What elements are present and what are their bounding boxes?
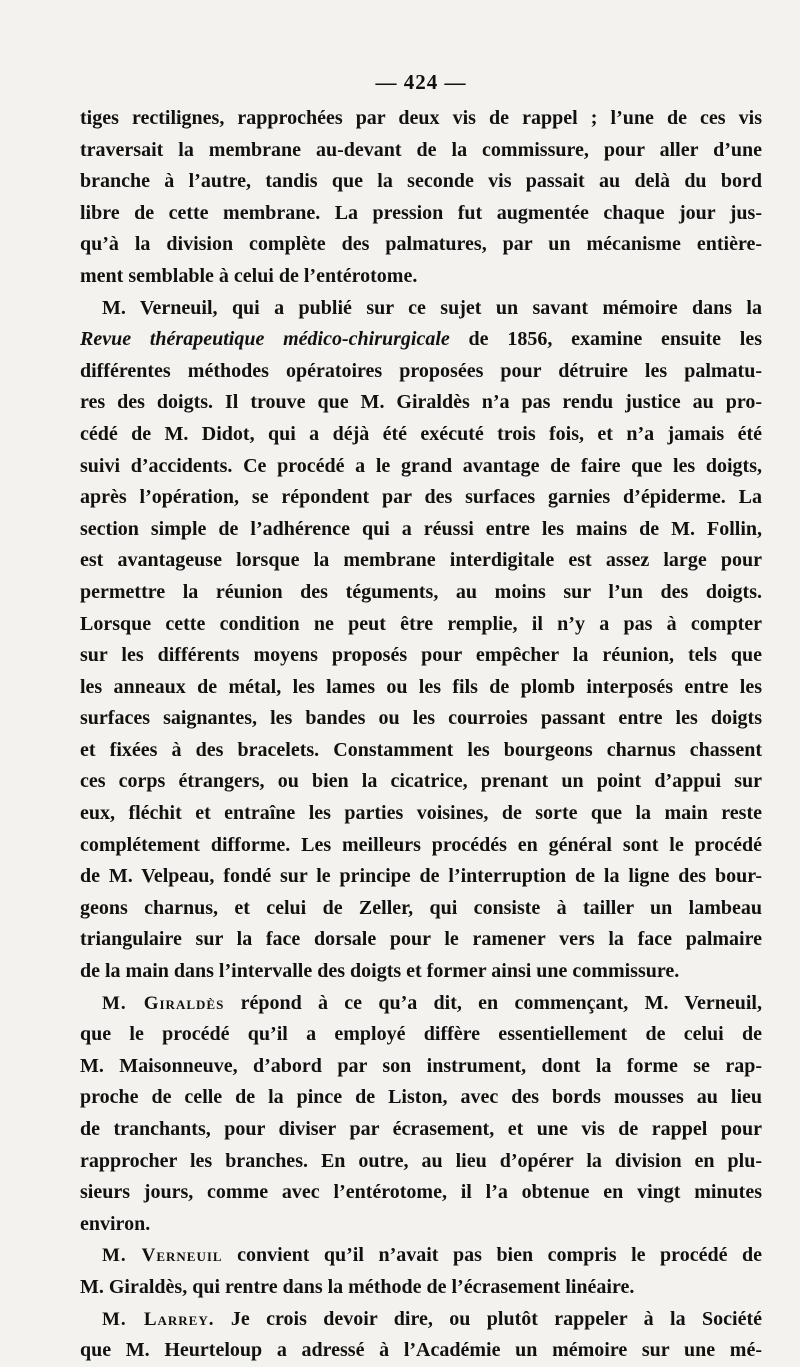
text-fragment: répond à ce qu’a dit, en commençant, M. Verneuil,	[224, 991, 762, 1014]
text-line: geons charnus, et celui de Zeller, qui consiste à tailler un lambeau	[80, 896, 762, 919]
journal-title: Revue thérapeutique médico-chirurgicale	[80, 328, 450, 351]
text-line: triangulaire sur la face dorsale pour le ramener vers la face palmaire	[80, 928, 762, 951]
text-line: tiges rectilignes, rapprochées par deux vis de rappel ; l’une de ces vis	[80, 107, 762, 129]
body-text	[80, 103, 762, 1367]
paragraph-3	[80, 988, 762, 1241]
text-line: section simple de l’adhérence qui a réussi entre les mains de M. Follin,	[80, 517, 762, 540]
text-fragment: qui a publié sur ce sujet un savant mémoire dans la	[217, 296, 762, 319]
text-line: M. Maisonneuve, d’abord par son instrument, dont la forme se rap-	[80, 1054, 762, 1077]
text-line: cédé de M. Didot, qui a déjà été exécuté trois fois, et n’a jamais été	[80, 422, 762, 445]
text-line: libre de cette membrane. La pression fut augmentée chaque jour jus-	[80, 201, 762, 224]
speaker-name: M. Verneuil,	[102, 296, 218, 319]
text-line: de tranchants, pour diviser par écrasement, et une vis de rappel pour	[80, 1118, 762, 1140]
text-line: suivi d’accidents. Ce procédé a le grand avantage de faire que les doigts,	[80, 454, 762, 477]
text-line: M. Giraldès, qui rentre dans la méthode de l’écrasement linéaire.	[80, 1275, 635, 1298]
text-line	[80, 1240, 762, 1272]
text-line: et fixées à des bracelets. Constamment les bourgeons charnus chassent	[80, 738, 762, 761]
text-line: res des doigts. Il trouve que M. Giraldès n’a pas rendu justice au pro-	[80, 391, 762, 414]
text-line: ces corps étrangers, ou bien la cicatrice, prenant un point d’appui sur	[80, 770, 762, 793]
text-fragment: convient qu’il n’avait pas bien compris le procédé de	[222, 1244, 762, 1267]
text-line: proche de celle de la pince de Liston, avec des bords mousses au lieu	[80, 1086, 762, 1109]
text-line: que le procédé qu’il a employé diffère essentiellement de celui de	[80, 1023, 762, 1046]
text-line: les anneaux de métal, les lames ou les fils de plomb interposés entre les	[80, 675, 762, 698]
speaker-name: M. Verneuil	[102, 1245, 223, 1267]
paragraph-4	[80, 1240, 762, 1303]
text-line	[80, 1304, 762, 1336]
text-line: qu’à la division complète des palmatures, par un mécanisme entière-	[80, 233, 762, 256]
text-line: eux, fléchit et entraîne les parties voisines, de sorte que la main reste	[80, 802, 762, 825]
speaker-name: M. Larrey.	[102, 1308, 215, 1330]
text-line: sieurs jours, comme avec l’entérotome, il l’a obtenue en vingt minutes	[80, 1181, 762, 1204]
text-line: surfaces saignantes, les bandes ou les courroies passant entre les doigts	[80, 707, 762, 730]
text-line: après l’opération, se répondent par des surfaces garnies d’épiderme. La	[80, 486, 762, 509]
text-line	[80, 293, 762, 325]
text-line: de la main dans l’intervalle des doigts et former ainsi une commissure.	[80, 960, 680, 983]
speaker-name: M. Giraldès	[102, 992, 225, 1014]
text-line: ment semblable à celui de l’entérotome.	[80, 264, 418, 287]
paragraph-5	[80, 1304, 762, 1367]
text-line: permettre la réunion des téguments, au moins sur l’un des doigts.	[80, 580, 762, 603]
text-line: branche à l’autre, tandis que la seconde vis passait au delà du bord	[80, 170, 762, 193]
text-fragment: de 1856, examine ensuite les	[449, 328, 762, 351]
text-line: est avantageuse lorsque la membrane interdigitale est assez large pour	[80, 549, 762, 572]
text-line	[80, 988, 762, 1020]
page-number: — 424 —	[375, 70, 467, 94]
text-line: Lorsque cette condition ne peut être remplie, il n’y a pas à compter	[80, 612, 762, 635]
text-line	[80, 324, 762, 356]
text-line: rapprocher les branches. En outre, au lieu d’opérer la division en plu-	[80, 1149, 762, 1172]
text-line: que M. Heurteloup a adressé à l’Académie un mémoire sur une mé-	[80, 1339, 762, 1362]
text-line: environ.	[80, 1212, 151, 1235]
text-line: complétement difforme. Les meilleurs procédés en général sont le procédé	[80, 833, 762, 856]
text-line: de M. Velpeau, fondé sur le principe de l’interruption de la ligne des bour-	[80, 865, 762, 888]
paragraph-2	[80, 293, 762, 988]
paragraph-1	[80, 103, 762, 293]
text-line: traversait la membrane au-devant de la commissure, pour aller d’une	[80, 138, 762, 161]
text-fragment: Je crois devoir dire, ou plutôt rappeler à la Société	[214, 1307, 762, 1330]
text-line: sur les différents moyens proposés pour empêcher la réunion, tels que	[80, 644, 762, 667]
text-line: différentes méthodes opératoires proposées pour détruire les palmatu-	[80, 359, 762, 382]
